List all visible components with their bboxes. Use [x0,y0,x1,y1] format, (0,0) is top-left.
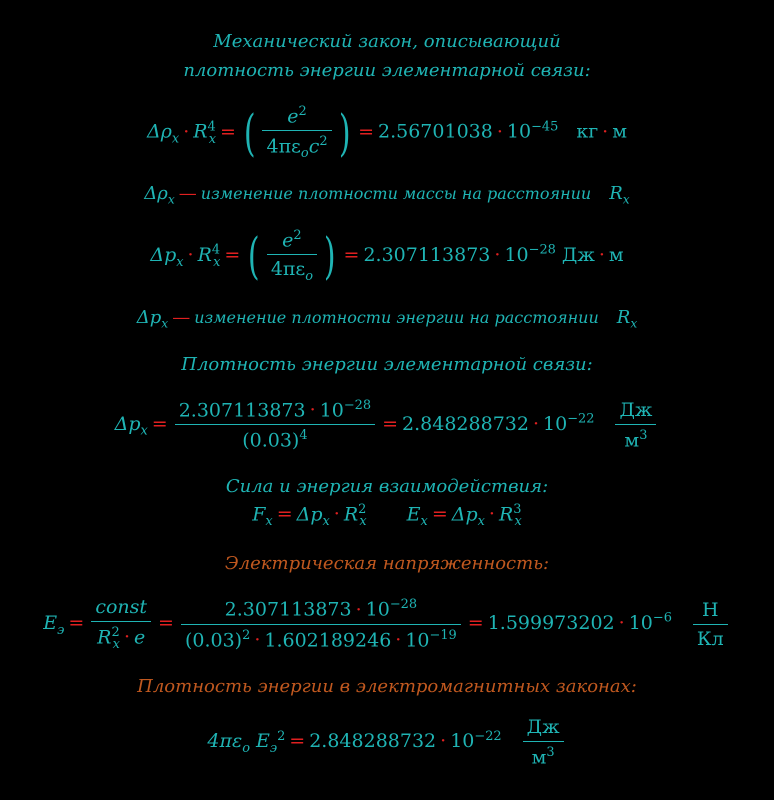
heading-electric-field: Электрическая напряженность: [224,553,550,574]
eq5-value: 1.599973202 [487,612,615,635]
eq4-R-pow: 2 [358,502,367,517]
eq5-den-R: R [97,626,112,649]
eq5-ten: 10 [628,612,653,635]
eq5-sub: э [57,622,65,638]
eq2-sub: x [176,254,184,270]
eq2-ten: 10 [504,244,529,267]
eq4-R2-pow: 3 [513,502,522,517]
eq1-pow: 4 [207,119,216,135]
eq6-E-sub: э [269,740,278,756]
def2-lhs: Δp [136,307,162,328]
eq3-exp: −22 [567,411,595,427]
eq3-num-exp: −28 [343,398,372,413]
definition-energy-density: $\Delta p_x$ — изменение плотности энергии на расстоянии $R_x$ [136,307,638,331]
eq4-R2-sub: x [514,514,522,530]
eq6-lhs-sub: o [242,740,250,756]
eq2-den-sub: o [305,269,314,285]
def1-sub: x [167,192,175,207]
eq4-F-sub: x [265,514,273,530]
eq1-fraction [262,104,331,161]
eq1-den-c: c [308,135,320,158]
def2-sub: x [161,316,169,331]
equation-em-energy-density: $4\pi\varepsilon_o$ $E_э^2 = 2.848288732 \cdot 10^{-22}$ $\frac{Дж}{м^3}$ [0,716,774,768]
equation-bond-energy-value: $\Delta p_x$ = $\frac{2.307113873 \cdot 10^{-28}}{(0.03)^4}$ = $2.848288732 \cdot 10^{-22}$ $\frac{Дж}{м^3}$ [0,398,774,452]
eq5-den-sub: x [112,637,120,653]
eq1-delta-rho: Δρ [147,120,172,143]
eq3-sub: x [140,423,148,439]
eq3-unit-num: Дж [615,399,656,425]
eq6-lhs: 4πε [207,730,243,753]
eq6-unit [523,716,564,768]
eq2-delta-p: Δp [150,244,177,267]
eq1-ten: 10 [506,120,532,143]
eq5-unit-den: Кл [696,627,724,650]
eq6-unit-pow: 3 [546,745,555,760]
eq2-R: R [197,244,212,267]
eq4-R: R [343,503,359,526]
eq3-unit [615,399,656,451]
eq5-unit-num: Н [693,599,728,625]
eq3-unit-den: м [624,428,640,451]
eq3-den-pow: 4 [299,428,308,444]
eq2-pow: 4 [211,242,221,258]
def1-R-sub: x [622,192,630,207]
def1-R: R [609,183,623,204]
eq1-den-pow: 2 [319,134,328,150]
eq1-sub: x [171,131,180,147]
eq5-lhs: E [43,612,58,635]
def1-text: изменение плотности массы на расстоянии [200,184,592,203]
def2-R: R [616,307,631,328]
eq1-den: 4πε [266,135,301,158]
eq2-value: 2.307113873 [363,244,491,267]
eq2-exp: −28 [528,242,556,258]
eq6-exp: −22 [474,728,502,744]
heading-mechanical-law-line2: плотность энергии элементарной связи: [183,60,591,81]
eq5-den-a-pow: 2 [242,627,251,643]
equation-energy-density: $\Delta p_x \cdot R^4_x$ = ( $\frac{e^2}{4\pi\varepsilon_o}$ ) = $2.307113873 \cdot 10^{-28}$ Дж · м [150,227,624,286]
eq5-num-const: const [91,596,151,622]
eq4-R-sub: x [359,514,367,530]
eq1-value: 2.56701038 [378,120,493,143]
eq3-num-val: 2.307113873 [178,399,306,422]
eq4-F: F [252,503,266,526]
eq1-unit-b: м [612,120,627,143]
eq4-R2: R [498,503,514,526]
equation-electric-field: $E_э$ = $\frac{\text{const}}{R^2_x \cdot e}$ = $\frac{2.307113873 \cdot 10^{-28}}{(0.03)^2 \cdot 1.602189246 \cdot 10^{-19}}$ = $1.599973202 \cdot 10^{-6}$ $\frac{Н}{Кл}$ [0,596,774,652]
eq1-num-pow: 2 [298,104,307,119]
eq5-num-exp: −28 [389,597,418,613]
eq5-exp: −6 [652,610,672,626]
eq5-num-ten: 10 [365,598,390,621]
def1-lhs: Δρ [144,183,168,204]
eq4-E: E [406,503,421,526]
eq2-R-sub: x [213,254,221,270]
eq6-E: E [255,730,270,753]
eq3-num-ten: 10 [319,399,344,422]
eq5-frac-value: $\frac{2.307113873 \cdot 10^{-28}}{(0.03)^2 \cdot 1.602189246 \cdot 10^{-19}}$ [181,597,461,651]
eq2-fraction [267,228,317,284]
eq4-dp2-sub: x [477,514,485,530]
eq3-lhs: Δp [114,412,141,435]
eq5-den-a: (0.03) [184,628,243,651]
eq1-num-e: e [287,105,299,128]
eq3-ten: 10 [543,412,568,435]
eq2-unit-b: м [608,244,624,267]
eq2-unit-a: Дж [561,244,595,267]
eq5-den-b-exp: −19 [429,627,457,643]
equation-mass-density: $\Delta\rho_x \cdot R^4_x$ = ( $\frac{e^2}{4\pi\varepsilon_oc^2}$ ) = $2.56701038 \cdot 10^{-45}$ кг · м [147,103,627,162]
eq5-num-val: 2.307113873 [224,598,352,621]
heading-bond-energy-density: Плотность энергии элементарной связи: [181,354,593,375]
eq5-den-ten: 10 [405,628,430,651]
eq1-exp: −45 [531,119,559,135]
eq6-E-pow: 2 [277,728,286,744]
eq3-value: 2.848288732 [402,412,529,435]
eq1-R: R [193,120,208,143]
heading-em-laws: Плотность энергии в электромагнитных законах: [137,676,637,697]
eq6-unit-num: Дж [523,716,564,742]
eq5-frac-const: $\frac{\text{const}}{R^2_x \cdot e}$ [91,596,151,652]
eq4-dp-sub: x [322,514,330,530]
def2-R-sub: x [630,316,638,331]
eq3-unit-pow: 3 [639,427,648,443]
eq5-den-pow: 2 [111,625,120,640]
eq1-den-sub: o [300,146,309,162]
eq6-ten: 10 [450,730,475,753]
eq2-num-e: e [282,229,294,252]
eq5-den-b: 1.602189246 [264,628,392,651]
heading-force-energy: Сила и энергия взаимодействия: [225,476,549,497]
eq5-unit [693,599,728,650]
definition-mass-density: $\Delta\rho_x$ — изменение плотности массы на расстоянии $R_x$ [144,183,630,207]
heading-mechanical-law-line1: Механический закон, описывающий [213,31,561,52]
eq4-E-sub: x [420,514,428,530]
eq1-R-sub: x [208,131,217,147]
def2-text: изменение плотности энергии на расстоянии [194,308,599,327]
eq4-dp2: Δp [451,503,478,526]
eq2-num-pow: 2 [293,228,302,243]
eq5-den-e: e [133,626,146,649]
eq4-dp: Δp [296,503,323,526]
eq1-unit-a: кг [576,120,599,143]
eq6-unit-den: м [531,746,547,769]
eq3-fraction: $\frac{2.307113873 \cdot 10^{-28}}{(0.03)^4}$ [175,398,375,452]
eq2-den: 4πε [270,258,306,281]
eq3-den: (0.03) [242,429,300,452]
eq6-value: 2.848288732 [309,730,437,753]
equation-force-energy: $F_x = \Delta p_x \cdot R^2_x$ $E_x = \Delta p_x \cdot R^3_x$ [252,502,522,530]
